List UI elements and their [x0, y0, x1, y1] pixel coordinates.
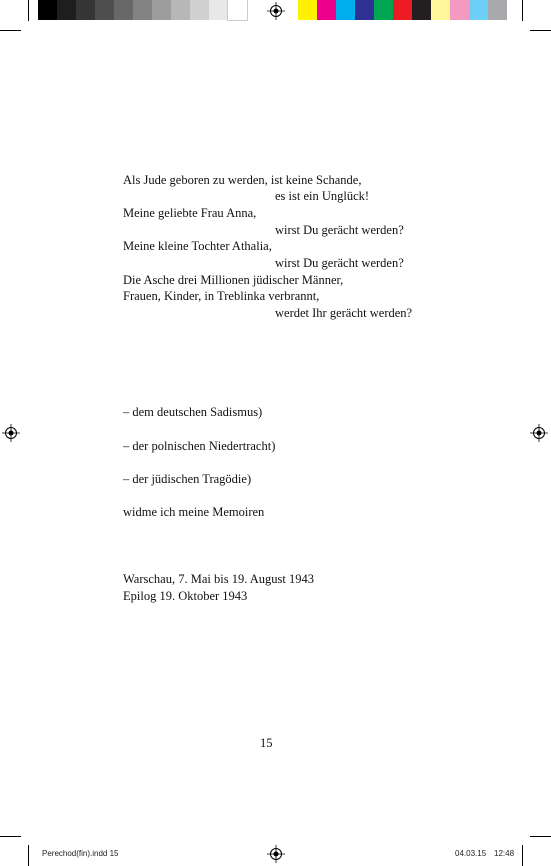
color-swatch [336, 0, 355, 20]
color-swatch [374, 0, 393, 20]
gray-swatch [228, 0, 247, 20]
color-swatch [355, 0, 374, 20]
gray-swatch [171, 0, 190, 20]
registration-mark-icon [267, 845, 285, 863]
gray-swatch [152, 0, 171, 20]
dedication-line: widme ich meine Memoiren [123, 505, 265, 519]
crop-mark [522, 0, 523, 21]
poem-line: Die Asche drei Millionen jüdischer Männer, [123, 273, 344, 287]
registration-mark-icon [267, 2, 285, 20]
color-swatch [469, 0, 488, 20]
poem-line: Als Jude geboren zu werden, ist keine Schande, [123, 173, 362, 187]
gray-swatch [57, 0, 76, 20]
color-swatch [450, 0, 469, 20]
color-swatch [393, 0, 412, 20]
poem-line: Meine kleine Tochter Athalia, [123, 239, 272, 253]
crop-mark [530, 30, 551, 31]
crop-mark [0, 836, 21, 837]
date-line: Warschau, 7. Mai bis 19. August 1943 [123, 572, 314, 586]
gray-swatch [76, 0, 95, 20]
slug-date: 04.03.15 [455, 849, 487, 858]
dedication-line: – dem deutschen Sadismus) [123, 405, 263, 419]
registration-mark-icon [2, 424, 20, 442]
color-swatch [317, 0, 336, 20]
color-swatch [298, 0, 317, 20]
crop-mark [28, 0, 29, 21]
poem-line: wirst Du gerächt werden? [275, 256, 404, 270]
dedication-line: – der polnischen Niedertracht) [123, 439, 276, 453]
gray-swatch [95, 0, 114, 20]
page-number: 15 [260, 736, 273, 750]
gray-swatch [209, 0, 228, 20]
color-swatch [488, 0, 507, 20]
gray-swatch [133, 0, 152, 20]
slug-filename: Perechod(fin).indd 15 [42, 849, 119, 858]
poem-line: es ist ein Unglück! [275, 189, 370, 203]
poem-line: wirst Du gerächt werden? [275, 223, 404, 237]
slug-time: 12:48 [494, 849, 515, 858]
crop-mark [530, 836, 551, 837]
dedication-line: – der jüdischen Tragödie) [123, 472, 252, 486]
poem-line: werdet Ihr gerächt werden? [275, 306, 413, 320]
crop-mark [522, 845, 523, 866]
poem-line: Frauen, Kinder, in Treblinka verbrannt, [123, 289, 320, 303]
date-line: Epilog 19. Oktober 1943 [123, 589, 248, 603]
color-swatch [431, 0, 450, 20]
gray-swatch [190, 0, 209, 20]
crop-mark [0, 30, 21, 31]
gray-swatch [114, 0, 133, 20]
poem-line: Meine geliebte Frau Anna, [123, 206, 257, 220]
color-swatch [412, 0, 431, 20]
crop-mark [28, 845, 29, 866]
registration-mark-icon [530, 424, 548, 442]
gray-swatch [38, 0, 57, 20]
